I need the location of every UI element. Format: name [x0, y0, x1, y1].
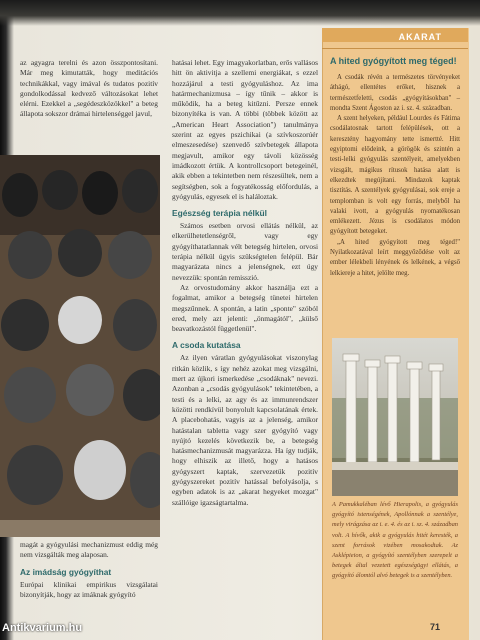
paragraph: A szent helyeken, például Lourdes és Fátima csodálatosnak tartott felépülések, ott a keresztény hagyomány tette ismertté. Hitt egyiptomi elődeink, a görögök és szintén a testi-lelki gyógyulás szentélyeit, amelyekben vizsgált, mágikus rítusok hatása alatt is elkezdtek megújítani. Mindazok kaptak tisztítás. A szentélyek gyógyulásai, sok ereje a templomban is volt egy forrás, melyből ha valaki ivott, a gyógyulás nyomatékosan emlékezett. Jézus is csodálatos módon gyógyított betegeket.: [330, 115, 460, 236]
paragraph: Az orvostudomány akkor használja ezt a fogalmat, amikor a betegség tünetei hirtelen megszűnnek. A spontán, a latin „sponte" szóból ered, mely azt jelenti: „önmagától", „külső beavatkozástól függetlenül".: [172, 282, 318, 334]
paragraph: Az ilyen váratlan gyógyulásokat viszonylag ritkán közlik, s így nehéz azokat meg vizsgálni, mert az újkori ismerkedése „csodáknak" nevezi. Azonban a „csodás gyógyulások" tekintetében, a testi és a lelki, az agy és az immunrendszer közötti rendkívül bonyolult kapcsolatának értek. A placebohatás, vagyis az a jelenség, amikor hatástalan tabletta vagy szer gyógyító vagy nyújtó kezelés következik be, a betegség hatásmechanizmusát magyarázza. Ha így tudják, hogy elhiszik az illető, hogy a hatásos gyógyszert kaptak, szervezetük pozitív gyógyszereket pozitív hatással befolyásolja, s egyben adatok is az „akarat hegyeket mozgat" szállóige igazságtartalma.: [172, 353, 318, 507]
paragraph: A csodák révén a természetes törvényeket áthágó, ellentétes erőket, hisznek a természetfeletti, csodás „gyógyításokban" – mondta Szent Ágoston az i. sz. 4. században.: [330, 74, 460, 112]
paragraph: Számos esetben orvosi ellátás nélkül, az elkerülhetetlenségről, vagy egy gyógyíthatatlannak vélt betegség hirtelen, orvosi terápia nélkül úgyis szükségtelen felépül. Bár magyarázata nincs a jelenségnek, ezt úgy nevezzük: spontán remisszió.: [172, 221, 318, 282]
paragraph: hatásai lehet. Egy imagyakorlatban, erős vallásos hitt ön aktivitja a szellemi energiákat, s ezzel hozzájárul a testi gyógyuláshoz. Az ima határmechanizmusa – így tűnik – akkor is működik, ha a beteg kitűzni. Persze ennek bizonyítéka is van. A többi (többek között az „American Heart Association") tanulmánya szerint az egyes pszichikai (a szívkoszorúér elmeszesedése) szenvedő szívbetegek állapota megjavult, amikor egy távoli közösség imádkozott értük. A kontrollcsoport betegeinél, akik ebben a tekintetben nem részesültek, nem a segítségben, sok a fogyatékosság előfordulás, a gyógyulás, egyesek el is haláloztak.: [172, 58, 318, 201]
ruins-photo: [332, 338, 458, 496]
watermark: Antikvarium.hu: [2, 622, 83, 634]
paragraph: „A hited gyógyított meg téged!" Nyilatkozatával leírt meggyőződése volt az ember lélekbeli lényének és lelkének, a végső lelkiereje a hitet, jelölte meg.: [330, 238, 460, 277]
top-shadow: [0, 0, 480, 26]
sidebar-header-band: [322, 28, 468, 42]
paragraph: az agyagra terelni és azon összpontosítani. Már meg kimutatták, hogy meditációs technikákkal, vagy imával és tudatos pozitív gondolkodással kedvező változásokat lehet elérni. Ezekkel a „segédeszközökkel" a beteg állapota sokszor drámai hirtelenséggel javul,: [20, 58, 158, 119]
sidebar-title: A hited gyógyított meg téged!: [330, 56, 457, 66]
sidebar-text: [330, 73, 460, 279]
paragraph: magát a gyógyulási mechanizmust eddig még nem vizsgálták meg alaposan.: [20, 540, 158, 560]
section-tag: AKARAT: [398, 32, 442, 42]
columns-illustration: [332, 338, 458, 496]
section-heading-miracle: A csoda kutatása: [172, 340, 241, 351]
prayer-photo-illustration: [0, 155, 160, 537]
paragraph: Európai klinikai empirikus vizsgálatai bizonyítják, hogy az imáknak gyógyító: [20, 579, 158, 599]
photo-caption: A Pamukkaléban lévő Hierapolis, a gyógyulás gyógyító istenségének, Apollónnak a szentélye, mely virágzása az i. e. 4. és az i. sz. 4. században volt. A hívők, akik a gyógyulás hitét keresték, a szent források vizében mosakodtak. Az Asklépieion, a gyógyító szentélyben szerepelt a betegek által vezetett egészségügyi ellátás, a gyógyító álomtól alvó betegek is a szentélyben.: [332, 501, 458, 580]
page-number: 71: [430, 622, 441, 632]
column-1-top: [20, 58, 158, 166]
section-heading-health: Egészség terápia nélkül: [172, 208, 267, 219]
prayer-photo: [0, 155, 160, 537]
column-2: [172, 58, 318, 640]
section-heading-prayer: Az imádság gyógyíthat: [20, 566, 112, 577]
header-rule: [322, 48, 468, 49]
